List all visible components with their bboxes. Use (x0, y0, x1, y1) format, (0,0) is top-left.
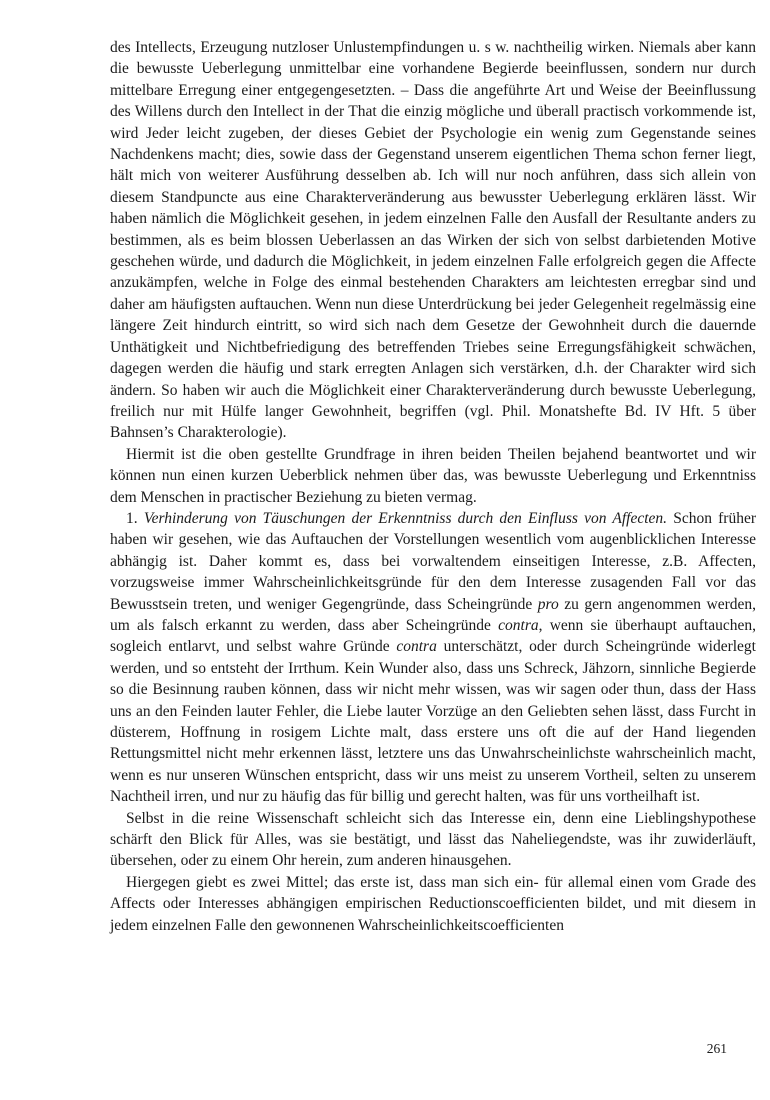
page-number: 261 (706, 1041, 727, 1056)
paragraph: Hiergegen giebt es zwei Mittel; das erste ist, dass man sich ein- für allemal einen vom Grade des Affects oder Interesses abhängigen empirischen Reductionscoefficienten bildet, und mit diesem in jedem einzelnen Falle den gewonnenen Wahrscheinlichkeitscoefficienten (110, 873, 756, 934)
paragraph: Selbst in die reine Wissenschaft schleicht sich das Interesse ein, denn eine Lieblingshypothese schärft den Blick für Alles, was sie bestätigt, und lässt das Naheliegendste, was ihr zuwiderläuft, übersehen, oder zu einem Ohr herein, zum anderen hinausgehen. (110, 809, 756, 870)
paragraph: des Intellects, Erzeugung nutzloser Unlustempfindungen u. s w. nachtheilig wirken. Niemals aber kann die bewusste Ueberlegung unmittelbar eine vorhandene Begierde beeinflussen, sondern nur durch mittelbare Erregung einer entgegengesetzten. – Dass die angeführte Art und Weise der Beeinflussung des Willens durch den Intellect in der That die einzig mögliche und überall practisch vorkommende ist, wird Jeder leicht zugeben, der dieses Gebiet der Psychologie ein wenig zum Gegenstande seines Nachdenkens macht; dies, sowie dass der Gegenstand unserem eigentlichen Thema schon ferner liegt, hält mich von weiterer Ausführung desselben ab. Ich will nur noch anführen, dass sich allein von diesem Standpuncte aus eine Charakterveränderung aus bewusster Ueberlegung erklären lässt. Wir haben nämlich die Möglichkeit gesehen, in jedem einzelnen Falle den Ausfall der Resultante anders zu bestimmen, als es beim blossen Ueberlassen an das Wirken der sich von selbst darbietenden Motive geschehen würde, und dadurch die Möglichkeit, in jedem einzelnen Falle erfolgreich gegen die Affecte anzukämpfen, welche in Folge des einmal bestehenden Charakters am leichtesten erregbar sind und daher am häufigsten auftauchen. Wenn nun diese Unterdrückung bei jeder Gelegenheit regelmässig eine längere Zeit hindurch eintritt, so wird sich nach dem Gesetze der Gewohnheit durch die dauernde Unthätigkeit und Nichtbefriedigung des betreffenden Triebes seine Erregungsfähigkeit schwächen, dagegen werden die häufig und stark erregten Anlagen sich verstärken, d.h. der Charakter wird sich ändern. So haben wir auch die Möglichkeit einer Charakterveränderung durch bewusste Ueberlegung, freilich nur mit Hülfe langer Gewohnheit, begriffen (vgl. Phil. Monatshefte Bd. IV Hft. 5 über Bahnsen’s Charakterologie). (110, 39, 756, 442)
page-text-block (110, 37, 756, 936)
paragraph: Hiermit ist die oben gestellte Grundfrage in ihren beiden Theilen bejahend beantwortet und wir können nun einen kurzen Ueberblick nehmen über das, was bewusste Ueberlegung und Erkenntniss dem Menschen in practischer Beziehung zu bieten vermag. (110, 445, 756, 506)
paragraph: 1. Verhinderung von Täuschungen der Erkenntniss durch den Einfluss von Affecten. Schon früher haben wir gesehen, wie das Auftauchen der Vorstellungen wesentlich vom augenblicklichen Interesse abhängig ist. Daher kommt es, dass bei vorwaltendem einseitigen Interesse, z.B. Affecten, vorzugsweise immer Wahrscheinlichkeitsgründe für den dem Interesse zusagenden Fall vor das Bewusstsein treten, und weniger Gegengründe, dass Scheingründe pro zu gern angenommen werden, um als falsch erkannt zu werden, dass aber Scheingründe contra, wenn sie überhaupt auftauchen, sogleich entlarvt, und selbst wahre Gründe contra unterschätzt, oder durch Scheingründe widerlegt werden, und so entsteht der Irrthum. Kein Wunder also, dass uns Schreck, Jähzorn, sinnliche Begierde so die Besinnung rauben können, dass wir nicht mehr wissen, was wir sagen oder thun, dass der Hass uns an den Feinden lauter Fehler, die Liebe lauter Vorzüge an den Geliebten sehen lässt, dass Furcht in düsterem, Hoffnung in rosigem Lichte malt, dass erstere uns oft die auf der Hand liegenden Rettungsmittel nicht mehr erkennen lässt, letztere uns das Unwahrscheinlichste wahrscheinlich macht, wenn es nur unseren Wünschen entspricht, dass wir uns meist zu unserem Vortheil, selten zu unserem Nachtheil irren, und nur zu häufig das für billig und gerecht halten, was für uns vortheilhaft ist. (110, 509, 756, 806)
